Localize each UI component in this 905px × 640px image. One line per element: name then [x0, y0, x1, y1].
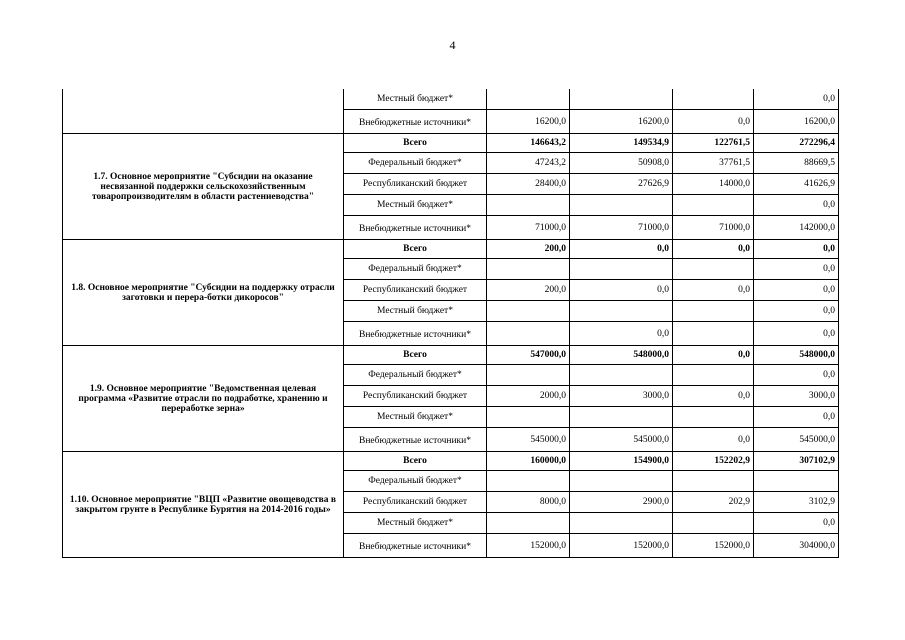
value-cell — [487, 513, 570, 534]
value-cell — [570, 471, 673, 492]
value-cell: 71000,0 — [570, 216, 673, 240]
value-cell: 16200,0 — [487, 110, 570, 134]
value-cell: 122761,5 — [673, 134, 754, 153]
value-cell: 146643,2 — [487, 134, 570, 153]
value-cell: 154900,0 — [570, 452, 673, 471]
value-cell: 28400,0 — [487, 174, 570, 195]
value-cell: 3000,0 — [570, 386, 673, 407]
funding-source-cell: Местный бюджет* — [344, 513, 487, 534]
value-cell — [570, 259, 673, 280]
value-cell: 149534,9 — [570, 134, 673, 153]
value-cell: 0,0 — [754, 322, 839, 346]
table-row — [63, 346, 839, 365]
activity-name-cell: 1.9. Основное мероприятие "Ведомственная целевая программа «Развитие отрасли по подработке, хранению и переработке зерна» — [63, 346, 344, 452]
activity-name-cell: 1.7. Основное мероприятие "Субсидии на оказание несвязанной поддержки сельскохозяйственным товаропроизводителям в области растениеводства" — [63, 134, 344, 240]
value-cell: 0,0 — [673, 280, 754, 301]
value-cell — [570, 195, 673, 216]
value-cell: 545000,0 — [754, 428, 839, 452]
value-cell — [673, 89, 754, 110]
value-cell: 307102,9 — [754, 452, 839, 471]
value-cell — [673, 513, 754, 534]
value-cell — [673, 259, 754, 280]
value-cell: 547000,0 — [487, 346, 570, 365]
value-cell: 160000,0 — [487, 452, 570, 471]
value-cell: 0,0 — [570, 280, 673, 301]
value-cell: 16200,0 — [754, 110, 839, 134]
value-cell: 71000,0 — [673, 216, 754, 240]
value-cell: 16200,0 — [570, 110, 673, 134]
value-cell: 0,0 — [754, 365, 839, 386]
value-cell: 0,0 — [754, 259, 839, 280]
funding-source-cell: Внебюджетные источники* — [344, 322, 487, 346]
value-cell: 152000,0 — [487, 534, 570, 558]
value-cell — [487, 322, 570, 346]
activity-cell-continued — [63, 89, 344, 134]
value-cell: 37761,5 — [673, 153, 754, 174]
value-cell — [673, 301, 754, 322]
value-cell: 548000,0 — [570, 346, 673, 365]
value-cell: 0,0 — [673, 110, 754, 134]
funding-source-cell: Внебюджетные источники* — [344, 534, 487, 558]
value-cell: 545000,0 — [487, 428, 570, 452]
value-cell — [570, 513, 673, 534]
value-cell — [487, 89, 570, 110]
funding-source-cell: Местный бюджет* — [344, 89, 487, 110]
value-cell: 47243,2 — [487, 153, 570, 174]
value-cell — [673, 471, 754, 492]
table-row — [63, 452, 839, 471]
value-cell: 0,0 — [673, 240, 754, 259]
value-cell: 0,0 — [673, 428, 754, 452]
value-cell: 50908,0 — [570, 153, 673, 174]
value-cell: 272296,4 — [754, 134, 839, 153]
funding-source-cell: Местный бюджет* — [344, 195, 487, 216]
value-cell: 200,0 — [487, 280, 570, 301]
activity-name-cell: 1.10. Основное мероприятие "ВЦП «Развитие овощеводства в закрытом грунте в Республике Бурятия на 2014-2016 годы» — [63, 452, 344, 558]
value-cell — [487, 301, 570, 322]
value-cell: 71000,0 — [487, 216, 570, 240]
value-cell: 0,0 — [754, 240, 839, 259]
value-cell: 0,0 — [754, 301, 839, 322]
value-cell — [673, 407, 754, 428]
value-cell — [487, 195, 570, 216]
value-cell: 3000,0 — [754, 386, 839, 407]
funding-source-cell: Всего — [344, 452, 487, 471]
value-cell — [570, 301, 673, 322]
value-cell — [673, 365, 754, 386]
value-cell: 545000,0 — [570, 428, 673, 452]
funding-source-cell: Внебюджетные источники* — [344, 428, 487, 452]
value-cell: 2000,0 — [487, 386, 570, 407]
value-cell — [487, 471, 570, 492]
funding-source-cell: Республиканский бюджет — [344, 386, 487, 407]
value-cell: 548000,0 — [754, 346, 839, 365]
value-cell — [570, 407, 673, 428]
value-cell: 0,0 — [570, 240, 673, 259]
funding-source-cell: Федеральный бюджет* — [344, 259, 487, 280]
value-cell: 0,0 — [754, 513, 839, 534]
value-cell — [673, 322, 754, 346]
value-cell — [487, 259, 570, 280]
funding-source-cell: Местный бюджет* — [344, 301, 487, 322]
funding-source-cell: Внебюджетные источники* — [344, 110, 487, 134]
funding-source-cell: Всего — [344, 134, 487, 153]
value-cell — [487, 407, 570, 428]
value-cell: 2900,0 — [570, 492, 673, 513]
value-cell: 304000,0 — [754, 534, 839, 558]
budget-table — [62, 89, 839, 558]
value-cell: 8000,0 — [487, 492, 570, 513]
value-cell: 152000,0 — [570, 534, 673, 558]
value-cell: 88669,5 — [754, 153, 839, 174]
value-cell: 14000,0 — [673, 174, 754, 195]
funding-source-cell: Всего — [344, 346, 487, 365]
value-cell: 0,0 — [754, 407, 839, 428]
funding-source-cell: Всего — [344, 240, 487, 259]
value-cell: 0,0 — [754, 195, 839, 216]
table-row — [63, 240, 839, 259]
value-cell: 3102,9 — [754, 492, 839, 513]
funding-source-cell: Федеральный бюджет* — [344, 471, 487, 492]
activity-name-cell: 1.8. Основное мероприятие "Субсидии на поддержку отрасли заготовки и перера-ботки дикоросов" — [63, 240, 344, 346]
value-cell: 27626,9 — [570, 174, 673, 195]
page-number: 4 — [449, 38, 456, 52]
value-cell: 0,0 — [570, 322, 673, 346]
value-cell: 0,0 — [754, 280, 839, 301]
funding-source-cell: Федеральный бюджет* — [344, 153, 487, 174]
value-cell: 0,0 — [673, 346, 754, 365]
value-cell: 0,0 — [754, 89, 839, 110]
value-cell: 152000,0 — [673, 534, 754, 558]
value-cell — [487, 365, 570, 386]
value-cell — [754, 471, 839, 492]
value-cell: 200,0 — [487, 240, 570, 259]
value-cell — [570, 365, 673, 386]
value-cell: 142000,0 — [754, 216, 839, 240]
funding-source-cell: Республиканский бюджет — [344, 492, 487, 513]
funding-source-cell: Внебюджетные источники* — [344, 216, 487, 240]
value-cell: 202,9 — [673, 492, 754, 513]
value-cell — [673, 195, 754, 216]
value-cell: 152202,9 — [673, 452, 754, 471]
table-row — [63, 134, 839, 153]
funding-source-cell: Федеральный бюджет* — [344, 365, 487, 386]
table-row — [63, 89, 839, 110]
funding-source-cell: Местный бюджет* — [344, 407, 487, 428]
funding-source-cell: Республиканский бюджет — [344, 280, 487, 301]
value-cell: 41626,9 — [754, 174, 839, 195]
value-cell — [570, 89, 673, 110]
funding-source-cell: Республиканский бюджет — [344, 174, 487, 195]
value-cell: 0,0 — [673, 386, 754, 407]
